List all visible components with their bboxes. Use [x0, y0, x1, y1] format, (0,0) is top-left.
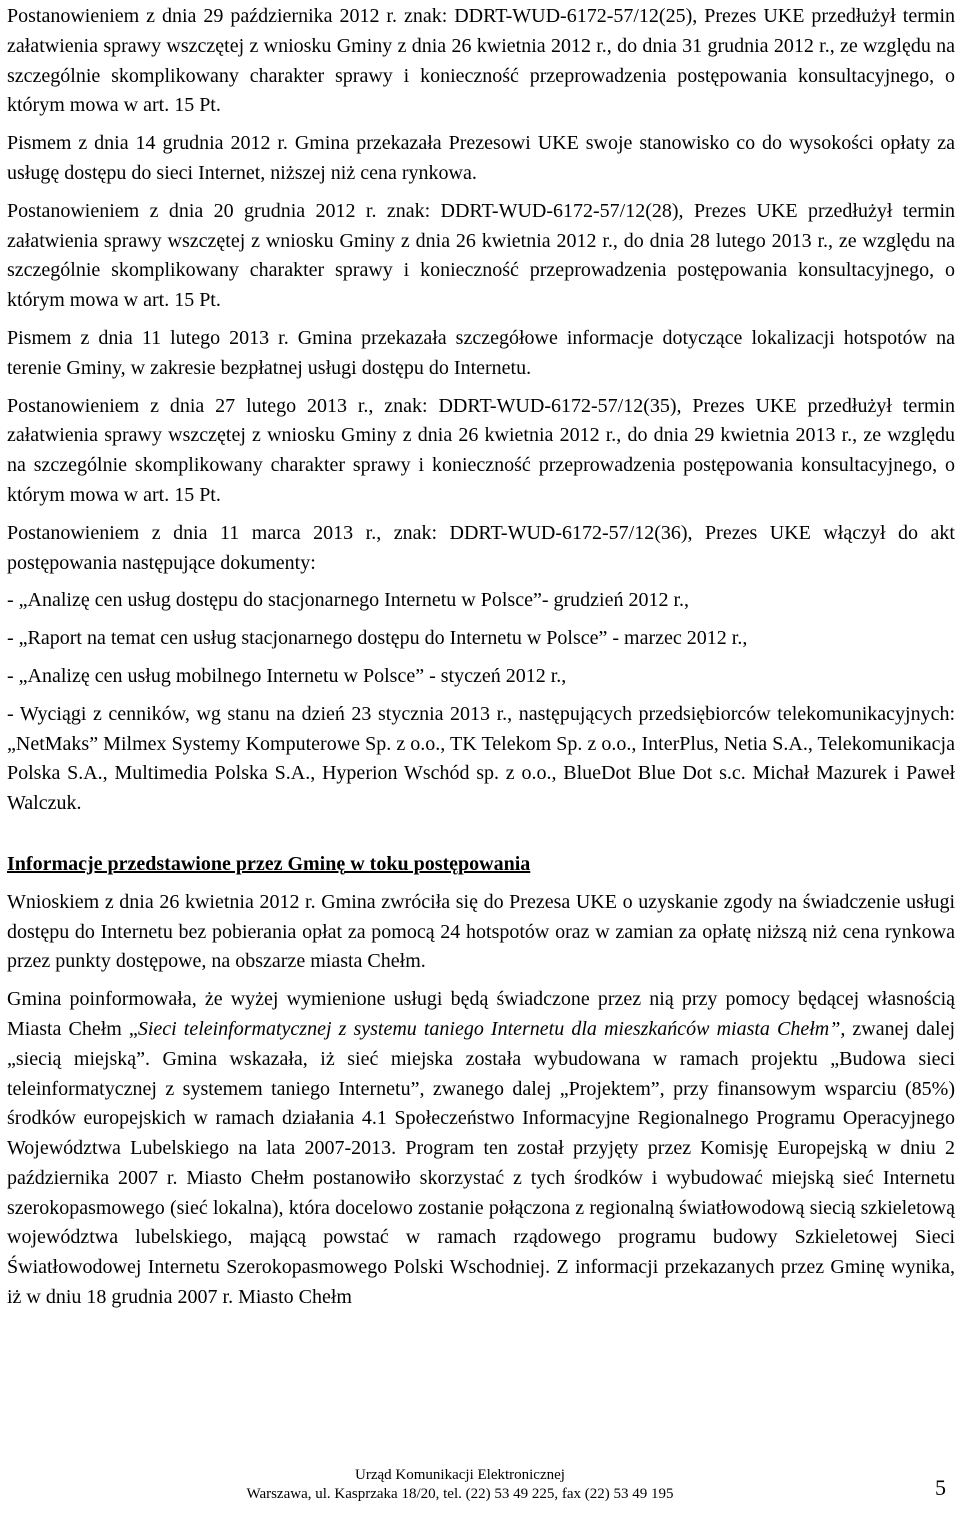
list-item-analiza-stacjonarnego: - „Analizę cen usług dostępu do stacjonarnego Internetu w Polsce”- grudzień 2012 r., [7, 589, 690, 612]
paragraph-siec-miejska-italic: Sieci teleinformatycznej z systemu taniego Internetu dla mieszkańców miasta Chełm”, [137, 1017, 846, 1040]
list-item-wyciagi-z-cennikow: - Wyciągi z cenników, wg stanu na dzień 23 stycznia 2013 r., następujących przedsiębiorców telekomunikacyjnych: „NetMaks” Milmex Systemy Komputerowe Sp. z o.o., TK Telekom Sp. z o.o., InterPlus, Netia S.A., Telekomunikacja Polska S.A., Multimedia Polska S.A., Hyperion Wschód sp. z o.o., BlueDot Blue Dot s.c. Michał Mazurek i Paweł Walczuk. [7, 702, 955, 815]
paragraph-pismo-11-lutego: Pismem z dnia 11 lutego 2013 r. Gmina przekazała szczegółowe informacje dotyczące lokalizacji hotspotów na terenie Gminy, w zakresie bezpłatnej usługi dostępu do Internetu. [7, 326, 955, 379]
paragraph-postanowienie-27-lutego: Postanowieniem z dnia 27 lutego 2013 r., znak: DDRT-WUD-6172-57/12(35), Prezes UKE przedłużył termin załatwienia sprawy wszczętej z wniosku Gminy z dnia 26 kwietnia 2012 r., do dnia 29 kwietnia 2013 r., ze względu na szczególnie skomplikowany charakter sprawy i konieczność przeprowadzenia postępowania konsultacyjnego, o którym mowa w art. 15 Pt. [7, 394, 955, 506]
paragraph-siec-miejska-start: Gmina poinformowała, że wyżej wymienione usługi będą świadczone przez nią przy pomocy będącej własnością Miasta Chełm „ [7, 988, 955, 1040]
paragraph-siec-miejska [7, 985, 955, 1313]
paragraph-postanowienie-11-marca: Postanowieniem z dnia 11 marca 2013 r., znak: DDRT-WUD-6172-57/12(36), Prezes UKE włączył do akt postępowania następujące dokumenty: [7, 521, 955, 574]
paragraph-postanowienie-29-pazdziernika: Postanowieniem z dnia 29 października 2012 r. znak: DDRT-WUD-6172-57/12(25), Prezes UKE przedłużył termin załatwienia sprawy wszczętej z wniosku Gminy z dnia 26 kwietnia 2012 r., do dnia 31 grudnia 2012 r., ze względu na szczególnie skomplikowany charakter sprawy i konieczność przeprowadzenia postępowania konsultacyjnego, o którym mowa w art. 15 Pt. [7, 5, 955, 117]
footer-institution: Urząd Komunikacji Elektronicznej [355, 1467, 565, 1483]
list-item-analiza-mobilnego: - „Analizę cen usług mobilnego Internetu w Polsce” - styczeń 2012 r., [7, 664, 567, 687]
page-number: 5 [935, 1475, 946, 1500]
paragraph-wniosek: Wnioskiem z dnia 26 kwietnia 2012 r. Gmina zwróciła się do Prezesa UKE o uzyskanie zgody na świadczenie usługi dostępu do Internetu bez pobierania opłat za pomocą 24 hotspotów oraz w zamian za opłatę niższą niż cena rynkowa przez punkty dostępowe, na obszarze miasta Chełm. [7, 890, 955, 973]
document-page [7, 0, 955, 1321]
footer-address: Warszawa, ul. Kasprzaka 18/20, tel. (22) 53 49 225, fax (22) 53 49 195 [246, 1486, 674, 1502]
section-heading: Informacje przedstawione przez Gminę w toku postępowania [7, 852, 531, 875]
list-item-raport-stacjonarnego: - „Raport na temat cen usług stacjonarnego dostępu do Internetu w Polsce” - marzec 2012 r., [7, 627, 748, 650]
paragraph-siec-miejska-rest: zwanej dalej „siecią miejską”. Gmina wskazała, iż sieć miejska została wybudowana w ramach projektu „Budowa sieci teleinformatycznej z systemem taniego Internetu”, zwanego dalej „Projektem”, przy finansowym wsparciu (85%) środków europejskich w ramach działania 4.1 Społeczeństwo Informacyjne Regionalnego Programu Operacyjnego Województwa Lubelskiego na lata 2007-2013. Program ten został przyjęty przez Komisję Europejską w dniu 2 października 2007 r. Miasto Chełm postanowiło skorzystać z tych środków i wybudować miejską sieć Internetu szerokopasmowego (sieć lokalna), która docelowo zostanie połączona z regionalną światłowodową siecią szkieletową województwa lubelskiego, mającą powstać w ramach rządowego programu budowy Szkieletowej Sieci Światłowodowej Internetu Szerokopasmowego Polski Wschodniej. Z informacji przekazanych przez Gminę wynika, iż w dniu 18 grudnia 2007 r. Miasto Chełm [7, 1017, 956, 1309]
page-footer [230, 1466, 690, 1504]
paragraph-pismo-14-grudnia: Pismem z dnia 14 grudnia 2012 r. Gmina przekazała Prezesowi UKE swoje stanowisko co do wysokości opłaty za usługę dostępu do sieci Internet, niższej niż cena rynkowa. [7, 132, 955, 184]
paragraph-postanowienie-20-grudnia: Postanowieniem z dnia 20 grudnia 2012 r. znak: DDRT-WUD-6172-57/12(28), Prezes UKE przedłużył termin załatwienia sprawy wszczętej z wniosku Gminy z dnia 26 kwietnia 2012 r., do dnia 28 lutego 2013 r., ze względu na szczególnie skomplikowany charakter sprawy i konieczność przeprowadzenia postępowania konsultacyjnego, o którym mowa w art. 15 Pt. [7, 199, 955, 312]
